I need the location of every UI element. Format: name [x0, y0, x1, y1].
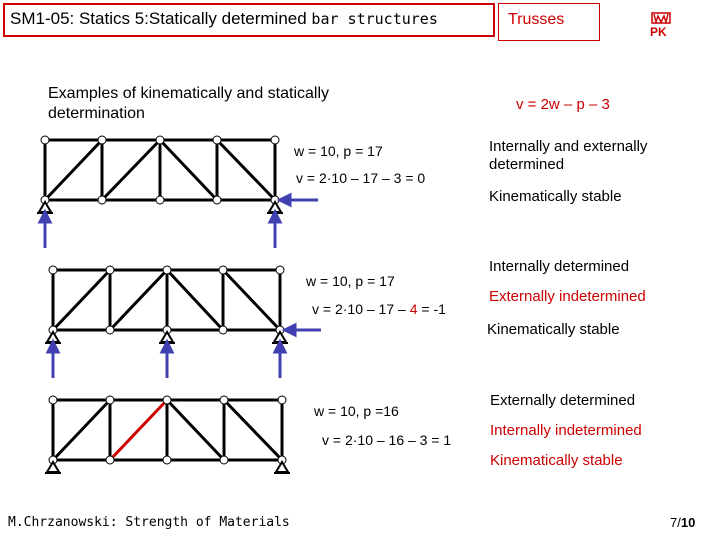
truss-1	[45, 140, 275, 200]
example3-desc1: Externally determined	[490, 392, 636, 409]
example2-wp: w = 10, p = 17	[306, 273, 395, 289]
example1-wp: w = 10, p = 17	[294, 143, 383, 159]
example3-desc2: Internally indetermined	[490, 422, 642, 439]
example3-wp: w = 10, p =16	[314, 403, 399, 419]
page-number: 7/10	[670, 515, 696, 530]
truss-2	[53, 270, 280, 330]
subtitle: Examples of kinematically and statically determination	[48, 85, 330, 122]
truss-3	[53, 400, 282, 460]
example3-desc3: Kinematically stable	[490, 452, 623, 469]
example1-desc2: Kinematically stable	[489, 188, 622, 205]
formula: v = 2w – p – 3	[516, 96, 610, 113]
example1-desc1: Internally and externally determined	[489, 138, 648, 173]
example2-desc2: Externally indetermined	[489, 288, 646, 305]
footer-author: M.Chrzanowski: Strength of Materials	[8, 515, 290, 530]
svg-text:PK: PK	[650, 25, 667, 38]
truss-3-extra-bar	[110, 400, 167, 460]
example3-v: v = 2·10 – 16 – 3 = 1	[322, 432, 452, 448]
example2-desc3: Kinematically stable	[487, 321, 620, 338]
example2-desc1: Internally determined	[489, 258, 630, 275]
topic-label: Trusses	[508, 11, 565, 28]
slide-title: SM1-05: Statics 5:Statically determined bar structures	[10, 9, 438, 28]
example2-v: v = 2·10 – 17 – 4 = -1	[312, 301, 446, 317]
example1-v: v = 2·10 – 17 – 3 = 0	[296, 170, 426, 186]
